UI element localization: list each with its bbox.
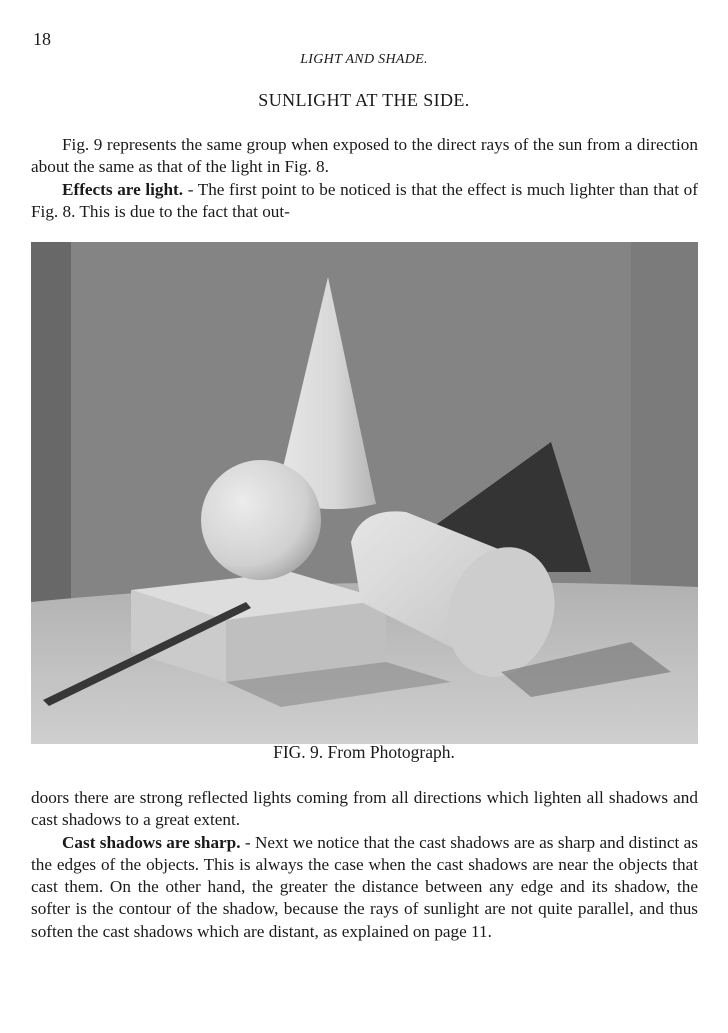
figure-photograph xyxy=(31,242,698,744)
paragraph-text: - Next we notice that the cast shadows are as sharp and distinct as the edges of the objects. This is always the case when the cast shadows are near the objects that cast them. On the other hand, the greater the distance between any edge and its shadow, the softer is the contour of the shadow, because the rays of sunlight are not quite parallel, and thus soften the cast shadows which are distant, as explained on page 11. xyxy=(31,832,698,941)
run-in-heading: Effects are light. xyxy=(62,179,184,199)
paragraph xyxy=(31,179,698,224)
section-title: SUNLIGHT AT THE SIDE. xyxy=(258,90,470,110)
run-in-heading: Cast shadows are sharp. xyxy=(62,832,241,852)
still-life-illustration xyxy=(31,242,698,744)
paragraph: doors there are strong reflected lights coming from all directions which lighten all shadows and cast shadows to a great extent. xyxy=(31,788,698,830)
figure-caption: FIG. 9. From Photograph. xyxy=(273,742,455,762)
page-number: 18 xyxy=(33,29,51,49)
text-block-top xyxy=(31,134,698,223)
paragraph: Fig. 9 represents the same group when exposed to the direct rays of the sun from a direction about the same as that of the light in Fig. 8. xyxy=(31,135,698,177)
paragraph-text: - The first point to be noticed is that the effect is much lighter than that of Fig. 8. This is due to the fact that out- xyxy=(31,179,698,221)
text-block-bottom xyxy=(31,787,698,943)
running-head: LIGHT AND SHADE. xyxy=(300,52,428,67)
paragraph xyxy=(31,832,698,943)
